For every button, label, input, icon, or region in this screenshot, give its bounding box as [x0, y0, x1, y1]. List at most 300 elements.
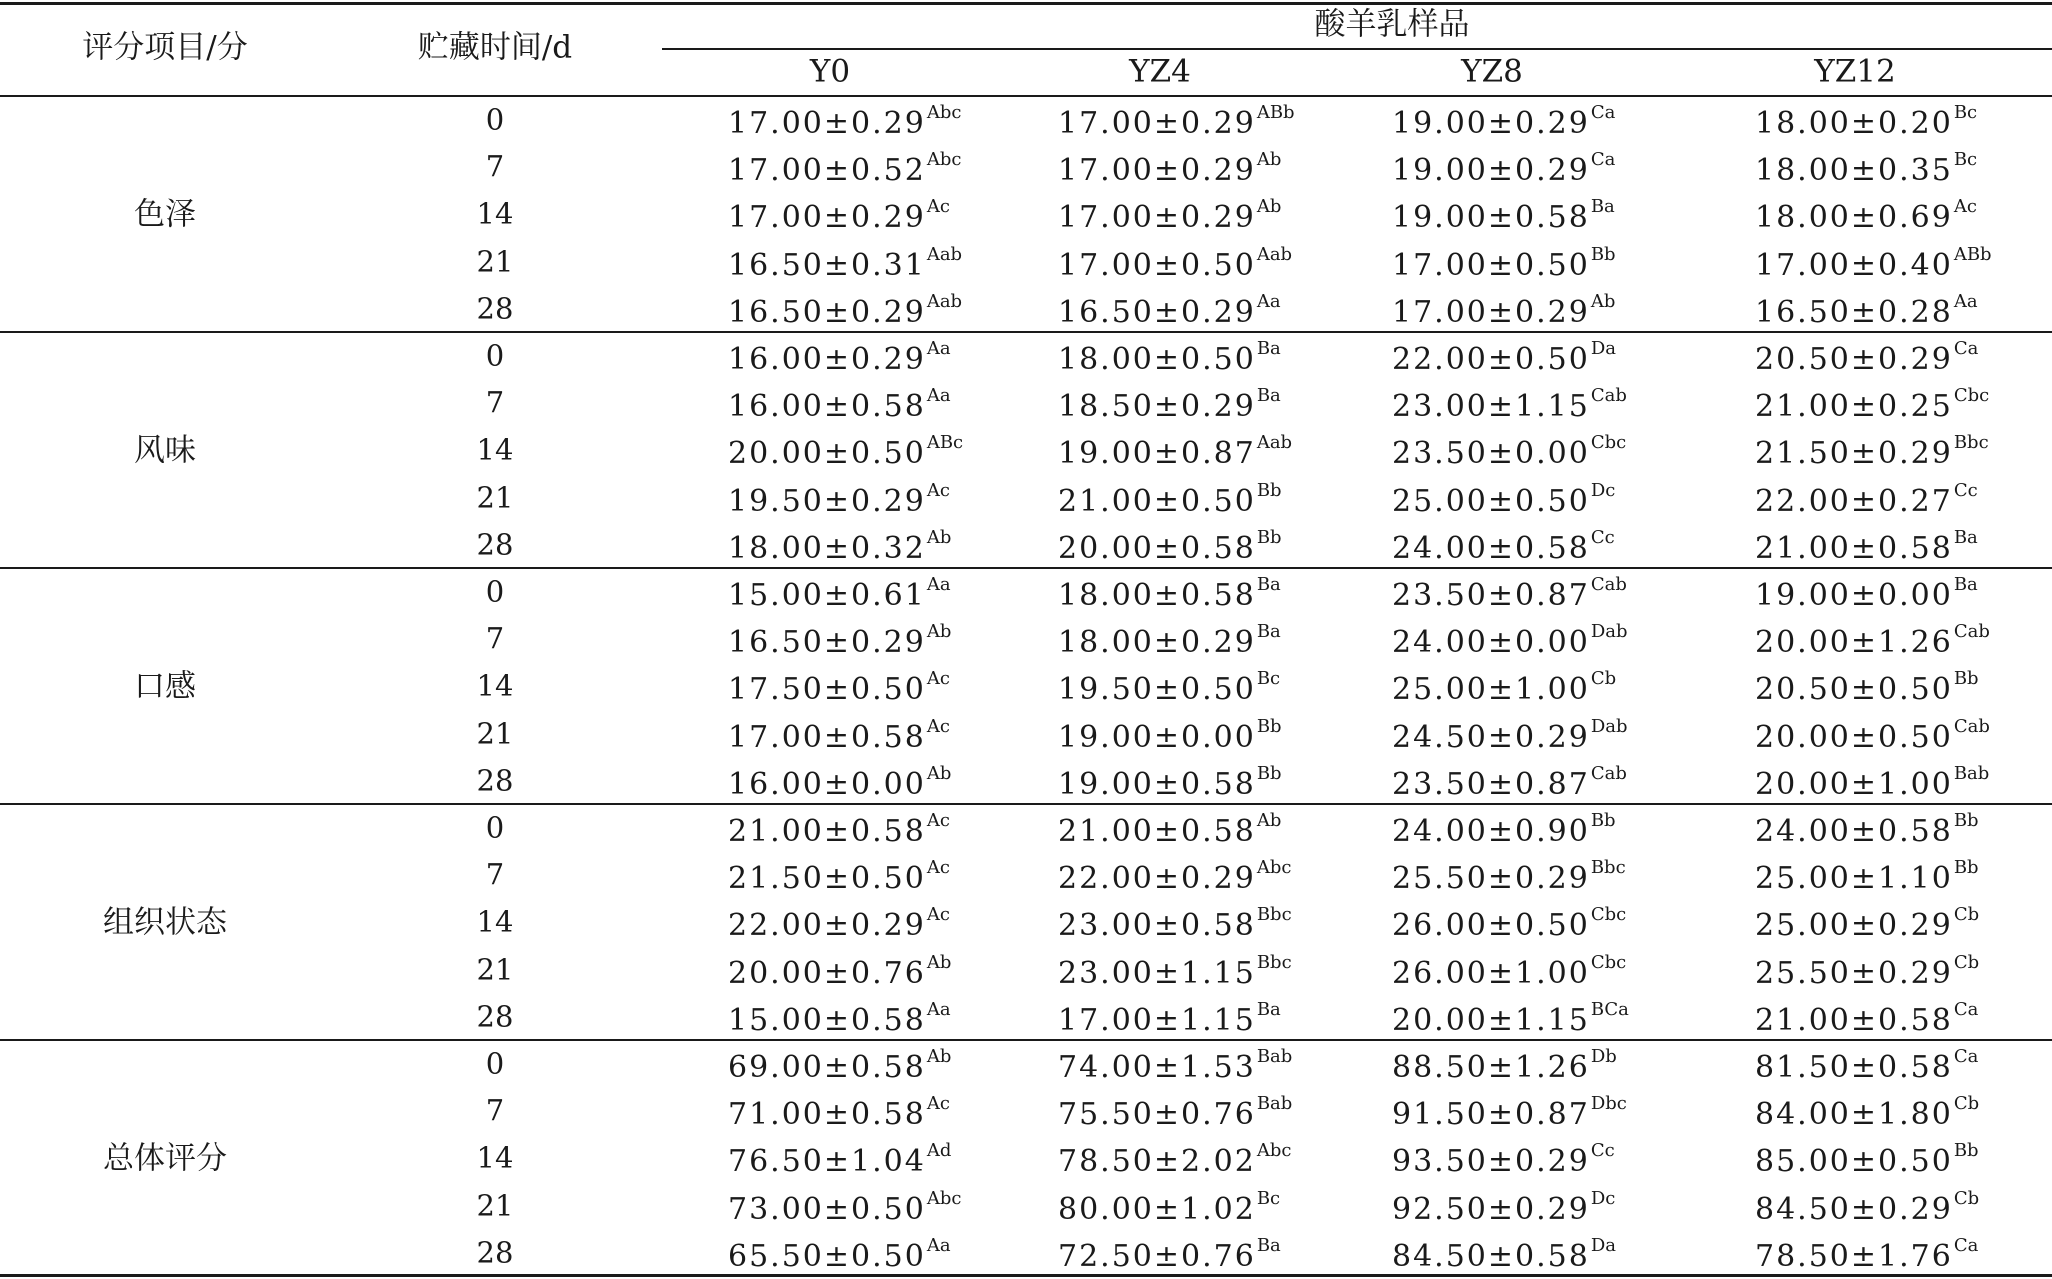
- cell-value: 17.00±0.29: [1058, 200, 1256, 236]
- table-cell: [1058, 904, 1292, 944]
- significance-letters: Bb: [1953, 810, 1979, 831]
- significance-letters: Aa: [926, 574, 951, 595]
- table-cell: [1755, 149, 1978, 189]
- significance-letters: Ba: [1256, 338, 1281, 359]
- cell-value: 25.50±0.29: [1755, 955, 1953, 991]
- cell-value: 25.00±0.50: [1392, 483, 1590, 519]
- table-cell: [728, 621, 952, 661]
- cell-value: 25.00±0.29: [1755, 908, 1953, 944]
- table-rule: [0, 1274, 2052, 1277]
- cell-value: 16.00±0.58: [728, 389, 926, 425]
- table-cell: [1058, 338, 1281, 377]
- cell-value: 19.00±0.87: [1058, 436, 1256, 472]
- table-cell: [1392, 385, 1627, 425]
- significance-letters: Dc: [1590, 479, 1616, 501]
- table-cell: [728, 998, 951, 1038]
- significance-letters: Bb: [1953, 857, 1979, 879]
- significance-letters: Ac: [926, 904, 950, 926]
- significance-letters: Aa: [926, 338, 951, 359]
- storage-day: 28: [476, 1235, 514, 1270]
- significance-letters: Ab: [926, 621, 952, 643]
- table-cell: [1755, 857, 1979, 897]
- table-cell: [728, 1093, 950, 1133]
- significance-letters: Bc: [1953, 102, 1978, 123]
- storage-day: 21: [476, 244, 514, 279]
- significance-letters: Ca: [1590, 149, 1616, 171]
- table-cell: [728, 904, 950, 944]
- table-cell: [1392, 526, 1615, 566]
- significance-letters: Ba: [1256, 998, 1281, 1020]
- header-item: 评分项目/分: [82, 29, 248, 66]
- table-cell: [1392, 574, 1627, 613]
- significance-letters: Aa: [1953, 290, 1978, 312]
- significance-letters: Dab: [1590, 715, 1628, 737]
- storage-day: 7: [485, 1093, 505, 1128]
- table-cell: [1755, 102, 1978, 141]
- significance-letters: Aab: [1256, 243, 1293, 265]
- significance-letters: Bbc: [1590, 857, 1626, 879]
- cell-value: 21.00±0.58: [1755, 530, 1953, 566]
- significance-letters: Aab: [1256, 432, 1293, 454]
- significance-letters: Ab: [1256, 196, 1282, 218]
- table-cell: [728, 196, 950, 236]
- cell-value: 19.00±0.58: [1392, 200, 1590, 236]
- cell-value: 19.00±0.00: [1755, 578, 1953, 613]
- table-cell: [728, 857, 950, 897]
- table-cell: [728, 1234, 951, 1274]
- cell-value: 17.00±0.29: [1058, 153, 1256, 189]
- table-cell: [1058, 857, 1292, 897]
- storage-day: 21: [476, 1188, 514, 1223]
- table-cell: [1755, 290, 1978, 330]
- significance-letters: Ac: [926, 479, 950, 501]
- header-time: 贮藏时间/d: [417, 29, 573, 66]
- cell-value: 69.00±0.58: [728, 1050, 926, 1085]
- cell-value: 21.00±0.25: [1755, 389, 1953, 425]
- table-cell: [1058, 621, 1281, 661]
- table-cell: [1058, 243, 1293, 283]
- significance-letters: Abc: [1256, 1140, 1292, 1162]
- significance-letters: Ba: [1256, 385, 1281, 407]
- significance-letters: Aa: [1256, 290, 1281, 312]
- cell-value: 84.50±0.58: [1392, 1238, 1590, 1274]
- table-cell: [728, 574, 951, 613]
- significance-letters: Bb: [1953, 668, 1979, 690]
- cell-value: 16.50±0.31: [728, 247, 926, 283]
- storage-day: 7: [485, 385, 505, 420]
- significance-letters: Cab: [1590, 574, 1627, 595]
- storage-day: 28: [476, 291, 514, 326]
- group-label: 色泽: [134, 196, 196, 233]
- cell-value: 20.00±1.26: [1755, 625, 1953, 661]
- table-cell: [1058, 385, 1281, 425]
- cell-value: 73.00±0.50: [728, 1191, 926, 1227]
- table-cell: [728, 715, 950, 755]
- significance-letters: Cb: [1590, 668, 1617, 690]
- cell-value: 91.50±0.87: [1392, 1097, 1590, 1133]
- cell-value: 84.50±0.29: [1755, 1191, 1953, 1227]
- cell-value: 76.50±1.04: [728, 1144, 926, 1180]
- significance-letters: Abc: [1256, 857, 1292, 879]
- table-rule: [0, 803, 2052, 805]
- significance-letters: Cc: [1953, 479, 1978, 501]
- significance-letters: Bc: [1256, 1187, 1281, 1209]
- group-label: 风味: [134, 432, 196, 469]
- cell-value: 23.50±0.87: [1392, 766, 1590, 802]
- significance-letters: Bab: [1953, 762, 1990, 784]
- cell-value: 19.00±0.29: [1392, 106, 1590, 141]
- cell-value: 78.50±2.02: [1058, 1144, 1256, 1180]
- significance-letters: Ca: [1953, 998, 1979, 1020]
- significance-letters: Aab: [926, 290, 963, 312]
- significance-letters: Ca: [1953, 1234, 1979, 1256]
- cell-value: 17.00±0.58: [728, 719, 926, 755]
- cell-value: 18.50±0.29: [1058, 389, 1256, 425]
- table-cell: [1755, 1046, 1979, 1085]
- table-cell: [1058, 1187, 1281, 1227]
- table-cell: [728, 951, 952, 991]
- table-cell: [1058, 290, 1281, 330]
- storage-day: 14: [476, 432, 514, 467]
- significance-letters: Cab: [1953, 621, 1990, 643]
- significance-letters: Cb: [1953, 1093, 1980, 1115]
- table-cell: [1392, 432, 1627, 472]
- group-label: 组织状态: [103, 904, 227, 941]
- cell-value: 25.50±0.29: [1392, 861, 1590, 897]
- table-cell: [1058, 998, 1281, 1038]
- table-cell: [1392, 904, 1627, 944]
- cell-value: 15.00±0.61: [728, 578, 926, 613]
- cell-value: 88.50±1.26: [1392, 1050, 1590, 1085]
- significance-letters: Cc: [1590, 526, 1615, 548]
- table-cell: [1058, 715, 1282, 755]
- cell-value: 18.00±0.58: [1058, 578, 1256, 613]
- table-cell: [1755, 762, 1990, 802]
- significance-letters: Cab: [1590, 385, 1627, 407]
- cell-value: 17.50±0.50: [728, 672, 926, 708]
- significance-letters: BCa: [1590, 998, 1629, 1020]
- table-cell: [1058, 196, 1282, 236]
- cell-value: 71.00±0.58: [728, 1097, 926, 1133]
- cell-value: 17.00±0.29: [728, 200, 926, 236]
- storage-day: 21: [476, 952, 514, 987]
- table-cell: [1058, 574, 1281, 613]
- cell-value: 19.50±0.50: [1058, 672, 1256, 708]
- cell-value: 23.00±0.58: [1058, 908, 1256, 944]
- cell-value: 18.00±0.69: [1755, 200, 1953, 236]
- table-cell: [1392, 338, 1616, 377]
- significance-letters: Cb: [1953, 1187, 1980, 1209]
- table-cell: [1392, 998, 1629, 1038]
- significance-letters: Ca: [1953, 1046, 1979, 1067]
- significance-letters: Ac: [1953, 196, 1977, 218]
- table-cell: [1755, 1187, 1980, 1227]
- significance-letters: Cbc: [1590, 904, 1627, 926]
- table-cell: [1755, 1093, 1980, 1133]
- storage-day: 28: [476, 527, 514, 562]
- cell-value: 81.50±0.58: [1755, 1050, 1953, 1085]
- significance-letters: Cbc: [1953, 385, 1990, 407]
- cell-value: 80.00±1.02: [1058, 1191, 1256, 1227]
- cell-value: 18.00±0.32: [728, 530, 926, 566]
- cell-value: 21.00±0.50: [1058, 483, 1256, 519]
- table-cell: [1392, 243, 1616, 283]
- table-cell: [1058, 432, 1293, 472]
- cell-value: 23.00±1.15: [1392, 389, 1590, 425]
- significance-letters: Ba: [1953, 574, 1978, 595]
- table-cell: [1392, 479, 1616, 519]
- significance-letters: Ca: [1590, 102, 1616, 123]
- table-rule: [662, 48, 2052, 50]
- significance-letters: Ba: [1590, 196, 1615, 218]
- significance-letters: ABb: [1256, 102, 1295, 123]
- significance-letters: Bb: [1256, 762, 1282, 784]
- significance-letters: Abc: [926, 1187, 962, 1209]
- cell-value: 93.50±0.29: [1392, 1144, 1590, 1180]
- table-cell: [1755, 385, 1990, 425]
- table-cell: [1392, 1093, 1627, 1133]
- significance-letters: Bbc: [1256, 951, 1292, 973]
- storage-day: 14: [476, 196, 514, 231]
- cell-value: 25.00±1.00: [1392, 672, 1590, 708]
- table-cell: [1755, 1234, 1979, 1274]
- significance-letters: Cb: [1953, 951, 1980, 973]
- cell-value: 20.50±0.29: [1755, 342, 1953, 377]
- table-rule: [0, 2, 2052, 5]
- significance-letters: Bbc: [1256, 904, 1292, 926]
- table-rule: [0, 1039, 2052, 1041]
- significance-letters: Cbc: [1590, 951, 1627, 973]
- cell-value: 25.00±1.10: [1755, 861, 1953, 897]
- header-sample-y0: Y0: [809, 53, 851, 90]
- cell-value: 19.50±0.29: [728, 483, 926, 519]
- significance-letters: Cc: [1590, 1140, 1615, 1162]
- table-cell: [728, 243, 963, 283]
- cell-value: 21.50±0.50: [728, 861, 926, 897]
- storage-day: 0: [485, 574, 505, 609]
- significance-letters: Bab: [1256, 1046, 1293, 1067]
- significance-letters: Bb: [1953, 1140, 1979, 1162]
- cell-value: 21.00±0.58: [728, 814, 926, 849]
- storage-day: 14: [476, 1140, 514, 1175]
- significance-letters: Ab: [1256, 810, 1282, 831]
- table-cell: [1058, 762, 1282, 802]
- significance-letters: Aab: [926, 243, 963, 265]
- table-cell: [1755, 574, 1978, 613]
- cell-value: 74.00±1.53: [1058, 1050, 1256, 1085]
- cell-value: 16.00±0.00: [728, 766, 926, 802]
- significance-letters: Da: [1590, 338, 1616, 359]
- table-cell: [1755, 1140, 1979, 1180]
- table-cell: [728, 385, 951, 425]
- significance-letters: Ac: [926, 857, 950, 879]
- significance-letters: Ba: [1256, 1234, 1281, 1256]
- table-cell: [1755, 951, 1980, 991]
- table-cell: [728, 102, 962, 141]
- cell-value: 20.00±0.76: [728, 955, 926, 991]
- table-cell: [1058, 810, 1282, 849]
- table-cell: [1058, 668, 1281, 708]
- table-cell: [1755, 243, 1992, 283]
- cell-value: 16.50±0.28: [1755, 294, 1953, 330]
- storage-day: 21: [476, 716, 514, 751]
- cell-value: 65.50±0.50: [728, 1238, 926, 1274]
- significance-letters: Ab: [926, 526, 952, 548]
- significance-letters: Ba: [1256, 621, 1281, 643]
- table-cell: [728, 810, 950, 849]
- cell-value: 18.00±0.29: [1058, 625, 1256, 661]
- table-cell: [1392, 668, 1617, 708]
- table-cell: [1392, 102, 1616, 141]
- significance-letters: Bab: [1256, 1093, 1293, 1115]
- significance-letters: Ab: [1590, 290, 1616, 312]
- significance-letters: Da: [1590, 1234, 1616, 1256]
- table-cell: [728, 290, 963, 330]
- table-cell: [1755, 904, 1980, 944]
- cell-value: 16.50±0.29: [728, 294, 926, 330]
- table-cell: [1058, 479, 1282, 519]
- significance-letters: Bc: [1953, 149, 1978, 171]
- table-cell: [728, 479, 950, 519]
- significance-letters: ABb: [1953, 243, 1992, 265]
- significance-letters: Cab: [1590, 762, 1627, 784]
- significance-letters: Ac: [926, 810, 950, 831]
- storage-day: 0: [485, 810, 505, 845]
- significance-letters: Ab: [1256, 149, 1282, 171]
- significance-letters: Bbc: [1953, 432, 1989, 454]
- table-cell: [728, 1046, 952, 1085]
- table-rule: [0, 567, 2052, 569]
- table-cell: [1392, 196, 1615, 236]
- cell-value: 20.50±0.50: [1755, 672, 1953, 708]
- cell-value: 92.50±0.29: [1392, 1191, 1590, 1227]
- significance-letters: Ab: [926, 1046, 952, 1067]
- cell-value: 20.00±0.50: [1755, 719, 1953, 755]
- table-cell: [728, 762, 952, 802]
- significance-letters: Ca: [1953, 338, 1979, 359]
- cell-value: 18.00±0.50: [1058, 342, 1256, 377]
- table-cell: [1058, 1234, 1281, 1274]
- cell-value: 17.00±0.29: [728, 106, 926, 141]
- cell-value: 23.00±1.15: [1058, 955, 1256, 991]
- storage-day: 7: [485, 621, 505, 656]
- cell-value: 78.50±1.76: [1755, 1238, 1953, 1274]
- cell-value: 16.00±0.29: [728, 342, 926, 377]
- significance-letters: Aa: [926, 385, 951, 407]
- table-cell: [728, 526, 952, 566]
- cell-value: 17.00±0.29: [1392, 294, 1590, 330]
- cell-value: 72.50±0.76: [1058, 1238, 1256, 1274]
- cell-value: 23.50±0.87: [1392, 578, 1590, 613]
- table-cell: [1755, 668, 1979, 708]
- table-cell: [1392, 857, 1626, 897]
- storage-day: 7: [485, 857, 505, 892]
- cell-value: 16.50±0.29: [1058, 294, 1256, 330]
- significance-letters: Bb: [1256, 479, 1282, 501]
- cell-value: 20.00±0.58: [1058, 530, 1256, 566]
- significance-letters: Bc: [1256, 668, 1281, 690]
- cell-value: 20.00±0.50: [728, 436, 926, 472]
- table-cell: [1755, 526, 1978, 566]
- table-cell: [1755, 196, 1977, 236]
- storage-day: 14: [476, 904, 514, 939]
- cell-value: 21.00±0.58: [1755, 1002, 1953, 1038]
- cell-value: 15.00±0.58: [728, 1002, 926, 1038]
- significance-letters: Aa: [926, 1234, 951, 1256]
- significance-letters: Ba: [1953, 526, 1978, 548]
- table-cell: [1755, 479, 1978, 519]
- significance-letters: Dc: [1590, 1187, 1616, 1209]
- table-cell: [1392, 1140, 1615, 1180]
- cell-value: 17.00±0.29: [1058, 106, 1256, 141]
- table-cell: [1058, 951, 1292, 991]
- significance-letters: Cab: [1953, 715, 1990, 737]
- cell-value: 24.00±0.00: [1392, 625, 1590, 661]
- cell-value: 85.00±0.50: [1755, 1144, 1953, 1180]
- cell-value: 22.00±0.27: [1755, 483, 1953, 519]
- significance-letters: Abc: [926, 149, 962, 171]
- table-cell: [1392, 149, 1616, 189]
- table-cell: [1755, 621, 1990, 661]
- header-sample-yz8: YZ8: [1461, 53, 1523, 90]
- significance-letters: Abc: [926, 102, 962, 123]
- cell-value: 21.00±0.58: [1058, 814, 1256, 849]
- table-cell: [728, 1140, 952, 1180]
- table-cell: [1392, 762, 1627, 802]
- cell-value: 17.00±0.52: [728, 153, 926, 189]
- cell-value: 23.50±0.00: [1392, 436, 1590, 472]
- cell-value: 22.00±0.50: [1392, 342, 1590, 377]
- group-label: 总体评分: [103, 1140, 227, 1177]
- storage-day: 0: [485, 338, 505, 373]
- significance-letters: Ac: [926, 668, 950, 690]
- table-cell: [1755, 998, 1979, 1038]
- significance-letters: Ab: [926, 762, 952, 784]
- table-cell: [728, 432, 964, 472]
- table-cell: [1058, 102, 1295, 141]
- significance-letters: Ad: [926, 1140, 952, 1162]
- table-cell: [1392, 810, 1616, 849]
- table-cell: [728, 668, 950, 708]
- table-cell: [728, 338, 951, 377]
- significance-letters: Ac: [926, 196, 950, 218]
- cell-value: 22.00±0.29: [728, 908, 926, 944]
- group-label: 口感: [134, 668, 196, 705]
- table-rule: [0, 95, 2052, 97]
- cell-value: 84.00±1.80: [1755, 1097, 1953, 1133]
- header-group: 酸羊乳样品: [1314, 6, 1470, 43]
- cell-value: 19.00±0.29: [1392, 153, 1590, 189]
- significance-letters: Dab: [1590, 621, 1628, 643]
- significance-letters: Ac: [926, 715, 950, 737]
- header-sample-yz4: YZ4: [1129, 53, 1191, 90]
- cell-value: 24.00±0.58: [1392, 530, 1590, 566]
- cell-value: 17.00±0.50: [1392, 247, 1590, 283]
- table-cell: [1058, 526, 1282, 566]
- cell-value: 19.00±0.00: [1058, 719, 1256, 755]
- cell-value: 24.50±0.29: [1392, 719, 1590, 755]
- table-cell: [1058, 1140, 1292, 1180]
- significance-letters: Aa: [926, 998, 951, 1020]
- cell-value: 24.00±0.58: [1755, 814, 1953, 849]
- table-cell: [1392, 951, 1627, 991]
- significance-letters: Ba: [1256, 574, 1281, 595]
- storage-day: 14: [476, 668, 514, 703]
- table-cell: [1392, 621, 1628, 661]
- significance-letters: Db: [1590, 1046, 1617, 1067]
- storage-day: 0: [485, 1046, 505, 1081]
- storage-day: 28: [476, 999, 514, 1034]
